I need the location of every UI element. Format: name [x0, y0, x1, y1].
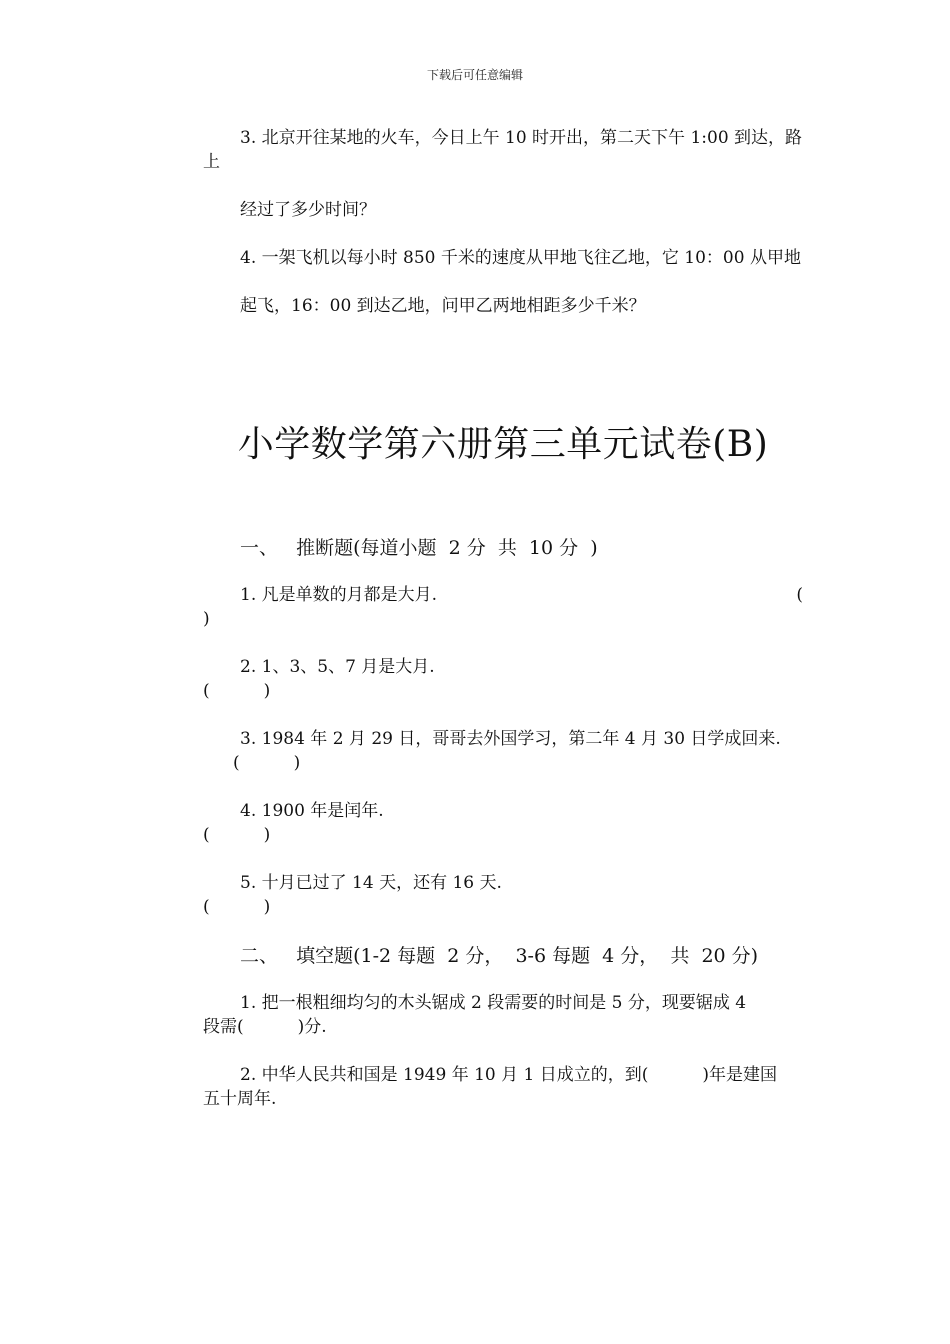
judge-item-1-text: 1. 凡是单数的月都是大月. — [240, 585, 438, 605]
judge-item-3 — [203, 727, 803, 775]
judge-item-1-paren-close: ) — [203, 609, 210, 629]
document-body — [203, 126, 803, 1135]
problem-3-line1: 3. 北京开往某地的火车，今日上午 10 时开出，第二天下午 1:00 到达，路上 — [203, 128, 803, 172]
header-note: 下载后可任意编辑 — [426, 68, 523, 82]
judge-item-5-answer-blank: ( ) — [203, 897, 271, 917]
fill-item-1 — [203, 991, 803, 1039]
judge-item-3-answer-blank: ( ) — [233, 753, 301, 773]
problem-4-line1: 4. 一架飞机以每小时 850 千米的速度从甲地飞往乙地，它 10：00 从甲地 — [240, 248, 801, 268]
fill-item-1-line1: 1. 把一根粗细均匀的木头锯成 2 段需要的时间是 5 分，现要锯成 4 — [240, 993, 747, 1013]
fill-item-1-line2: 段需( )分. — [203, 1017, 327, 1037]
judge-item-1 — [203, 583, 803, 631]
fill-item-2-line2: 五十周年. — [203, 1089, 277, 1109]
section-2-heading: 二、 填空题(1-2 每题 2 分， 3-6 每题 4 分， 共 20 分) — [240, 945, 759, 967]
judge-item-4-text: 4. 1900 年是闰年. — [240, 801, 384, 821]
judge-item-4 — [203, 799, 803, 847]
page-title: 小学数学第六册第三单元试卷(B) — [237, 424, 769, 465]
judge-item-5-text: 5. 十月已过了 14 天，还有 16 天. — [240, 873, 502, 893]
problem-4-line2: 起飞，16：00 到达乙地，问甲乙两地相距多少千米？ — [240, 296, 646, 316]
judge-item-2-text: 2. 1、3、5、7 月是大月. — [240, 657, 435, 677]
fill-item-2-line1: 2. 中华人民共和国是 1949 年 10 月 1 日成立的，到( )年是建国 — [240, 1065, 778, 1085]
problem-3-line2: 经过了多少时间？ — [240, 200, 376, 220]
judge-item-2 — [203, 655, 803, 703]
fill-item-2 — [203, 1063, 803, 1111]
judge-item-2-answer-blank: ( ) — [203, 681, 271, 701]
judge-item-4-answer-blank: ( ) — [203, 825, 271, 845]
judge-item-1-paren-open: ( — [796, 585, 803, 605]
judge-item-5 — [203, 871, 803, 919]
section-1-heading: 一、 推断题(每道小题 2 分 共 10 分 ) — [240, 537, 598, 559]
judge-item-3-text: 3. 1984 年 2 月 29 日，哥哥去外国学习，第二年 4 月 30 日学成回来. — [240, 729, 781, 749]
